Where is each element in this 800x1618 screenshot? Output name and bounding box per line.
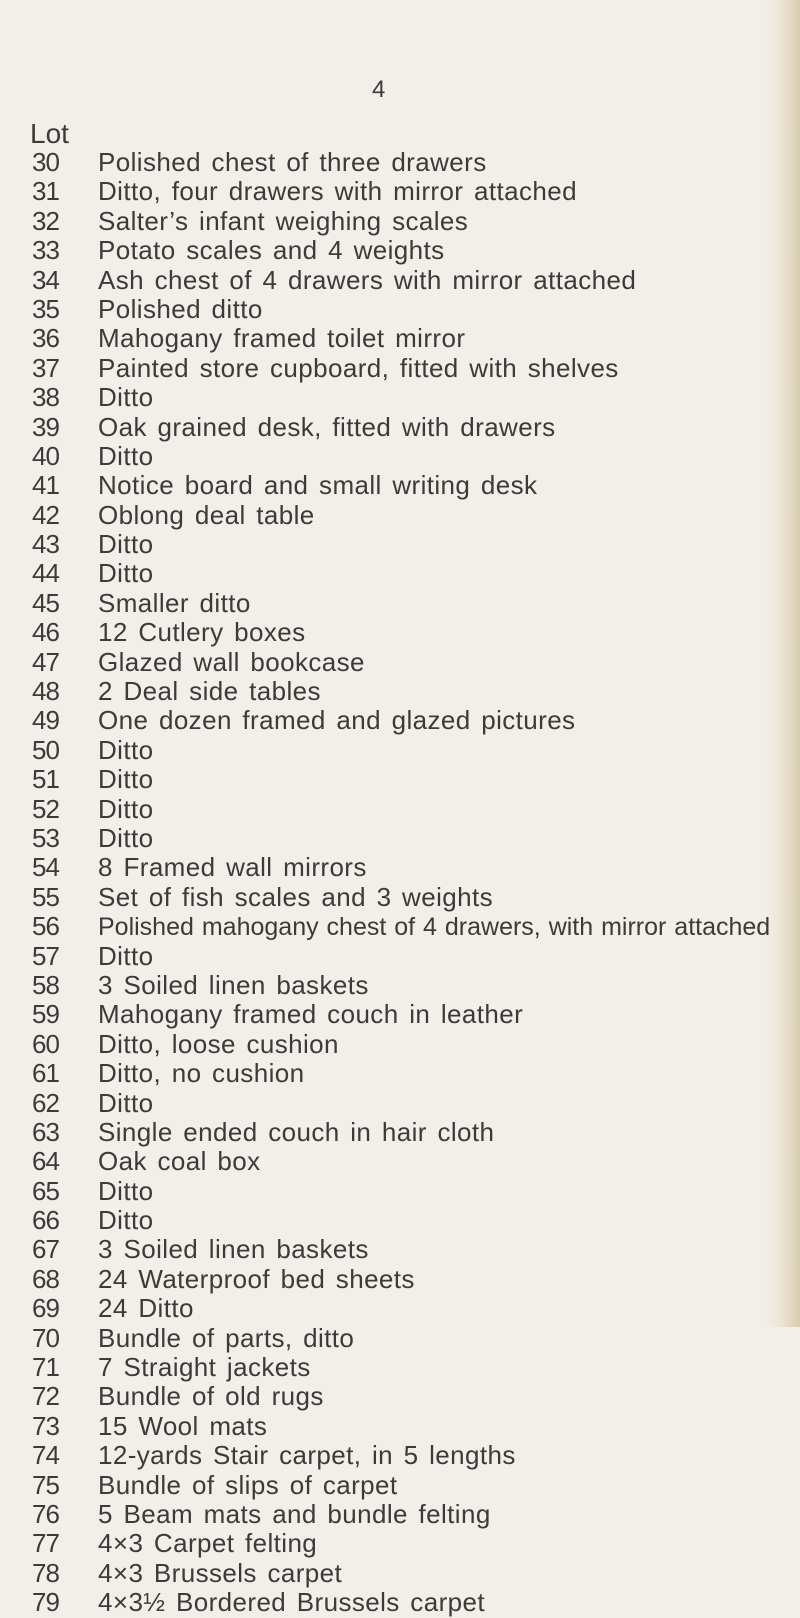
lot-description: Ditto xyxy=(98,1175,154,1206)
lot-description: Polished mahogany chest of 4 drawers, with mirror attached xyxy=(98,913,771,942)
lot-number: 45 xyxy=(32,587,59,618)
page-number: 4 xyxy=(372,76,386,103)
lot-description: Oblong deal table xyxy=(98,499,315,530)
lot-row xyxy=(30,1471,770,1500)
lot-number: 67 xyxy=(32,1234,59,1265)
lot-description: 15 Wool mats xyxy=(98,1410,268,1441)
lot-row xyxy=(30,912,770,941)
lot-row xyxy=(30,1235,770,1264)
lot-row xyxy=(30,883,770,912)
lot-number: 40 xyxy=(32,440,59,471)
lot-description: Painted store cupboard, fitted with shelves xyxy=(98,352,619,383)
lot-number: 33 xyxy=(32,235,59,266)
lot-description: Ash chest of 4 drawers with mirror attached xyxy=(98,264,637,295)
lot-description: 3 Soiled linen baskets xyxy=(98,1234,369,1265)
lot-number: 48 xyxy=(32,676,59,707)
lot-number: 42 xyxy=(32,499,59,530)
lot-number: 64 xyxy=(32,1146,59,1177)
lot-row xyxy=(30,413,770,442)
lot-number: 57 xyxy=(32,940,59,971)
lot-row xyxy=(30,706,770,735)
lot-number: 73 xyxy=(32,1410,59,1441)
lot-row xyxy=(30,1089,770,1118)
lot-description: 12-yards Stair carpet, in 5 lengths xyxy=(98,1440,516,1471)
lot-number: 49 xyxy=(32,705,59,736)
lot-row xyxy=(30,1294,770,1323)
lot-number: 79 xyxy=(32,1587,59,1618)
lot-description: Oak grained desk, fitted with drawers xyxy=(98,411,556,442)
lot-number: 31 xyxy=(32,176,59,207)
lot-number: 56 xyxy=(32,911,59,942)
lot-row xyxy=(30,824,770,853)
lot-description: Glazed wall bookcase xyxy=(98,646,365,677)
lot-number: 51 xyxy=(32,764,59,795)
lot-number: 41 xyxy=(32,470,59,501)
lot-description: 8 Framed wall mirrors xyxy=(98,852,367,883)
lot-description: Salter’s infant weighing scales xyxy=(98,205,469,236)
lot-row xyxy=(30,471,770,500)
lot-row xyxy=(30,1529,770,1558)
lot-number: 62 xyxy=(32,1087,59,1118)
lot-row xyxy=(30,1177,770,1206)
lot-row xyxy=(30,1353,770,1382)
lot-description: Bundle of parts, ditto xyxy=(98,1322,355,1353)
lot-description: Ditto xyxy=(98,529,154,560)
lot-row xyxy=(30,618,770,647)
lot-description: Ditto xyxy=(98,558,154,589)
lot-row xyxy=(30,1500,770,1529)
lot-row xyxy=(30,266,770,295)
lot-description: Polished ditto xyxy=(98,293,263,324)
lot-number: 35 xyxy=(32,293,59,324)
lot-description: Mahogany framed couch in leather xyxy=(98,999,524,1030)
lot-number: 43 xyxy=(32,529,59,560)
lot-description: 4×3 Brussels carpet xyxy=(98,1557,343,1588)
lot-number: 37 xyxy=(32,352,59,383)
lot-description: 24 Ditto xyxy=(98,1293,194,1324)
lot-row xyxy=(30,1324,770,1353)
lot-number: 52 xyxy=(32,793,59,824)
lot-row xyxy=(30,559,770,588)
lot-description: Ditto xyxy=(98,440,154,471)
lot-number: 32 xyxy=(32,205,59,236)
lot-number: 58 xyxy=(32,969,59,1000)
lot-description: Ditto xyxy=(98,382,154,413)
lot-number: 69 xyxy=(32,1293,59,1324)
lot-number: 60 xyxy=(32,1028,59,1059)
lot-description: Ditto, loose cushion xyxy=(98,1028,339,1059)
lot-description: 2 Deal side tables xyxy=(98,676,321,707)
lot-number: 54 xyxy=(32,852,59,883)
lot-row xyxy=(30,648,770,677)
lot-row xyxy=(30,1559,770,1588)
lot-row xyxy=(30,207,770,236)
lot-row xyxy=(30,677,770,706)
lot-description: 4×3 Carpet felting xyxy=(98,1528,318,1559)
lot-number: 74 xyxy=(32,1440,59,1471)
lot-number: 66 xyxy=(32,1205,59,1236)
lot-description: Single ended couch in hair cloth xyxy=(98,1116,495,1147)
lot-row xyxy=(30,383,770,412)
lot-description: 3 Soiled linen baskets xyxy=(98,969,369,1000)
lot-row xyxy=(30,1265,770,1294)
lot-description: Ditto, four drawers with mirror attached xyxy=(98,176,577,207)
lot-number: 44 xyxy=(32,558,59,589)
lot-description: Smaller ditto xyxy=(98,587,251,618)
lot-row xyxy=(30,1147,770,1176)
lot-description: 24 Waterproof bed sheets xyxy=(98,1263,415,1294)
lot-number: 75 xyxy=(32,1469,59,1500)
lot-row xyxy=(30,1030,770,1059)
lot-row xyxy=(30,148,770,177)
lot-number: 77 xyxy=(32,1528,59,1559)
lot-row xyxy=(30,324,770,353)
lot-row xyxy=(30,1206,770,1235)
lot-description: Bundle of old rugs xyxy=(98,1381,324,1412)
lot-description: Oak coal box xyxy=(98,1146,261,1177)
lot-row xyxy=(30,853,770,882)
lot-number: 71 xyxy=(32,1352,59,1383)
lot-description: 7 Straight jackets xyxy=(98,1352,311,1383)
lot-number: 34 xyxy=(32,264,59,295)
lot-row xyxy=(30,354,770,383)
lot-description: Ditto xyxy=(98,734,154,765)
lot-row xyxy=(30,236,770,265)
lot-row xyxy=(30,942,770,971)
lot-number: 39 xyxy=(32,411,59,442)
lot-row xyxy=(30,501,770,530)
lot-number: 76 xyxy=(32,1498,59,1529)
lot-number: 36 xyxy=(32,323,59,354)
lot-description: Ditto xyxy=(98,764,154,795)
lot-number: 68 xyxy=(32,1263,59,1294)
lot-description: Polished chest of three drawers xyxy=(98,147,487,177)
lot-row xyxy=(30,1412,770,1441)
lot-number: 65 xyxy=(32,1175,59,1206)
lot-row xyxy=(30,1118,770,1147)
lot-row xyxy=(30,589,770,618)
lot-row xyxy=(30,1382,770,1411)
lot-number: 70 xyxy=(32,1322,59,1353)
lot-number: 38 xyxy=(32,382,59,413)
lot-number: 61 xyxy=(32,1058,59,1089)
lot-description: Bundle of slips of carpet xyxy=(98,1469,398,1500)
page-edge-shadow xyxy=(766,0,800,1327)
lot-number: 46 xyxy=(32,617,59,648)
lot-number: 53 xyxy=(32,822,59,853)
lot-row xyxy=(30,971,770,1000)
lot-description: 4×3½ Bordered Brussels carpet xyxy=(98,1587,485,1618)
auction-lot-list xyxy=(30,148,770,1618)
lot-description: Ditto xyxy=(98,1205,154,1236)
lot-number: 30 xyxy=(32,147,59,177)
lot-number: 63 xyxy=(32,1116,59,1147)
lot-description: Ditto xyxy=(98,1087,154,1118)
lot-row xyxy=(30,442,770,471)
lot-row xyxy=(30,1588,770,1617)
lot-number: 78 xyxy=(32,1557,59,1588)
lot-description: Ditto xyxy=(98,793,154,824)
lot-row xyxy=(30,765,770,794)
lot-description: Ditto xyxy=(98,822,154,853)
lot-number: 72 xyxy=(32,1381,59,1412)
lot-row xyxy=(30,1441,770,1470)
lot-number: 55 xyxy=(32,881,59,912)
lot-column-heading: Lot xyxy=(30,118,69,149)
lot-row xyxy=(30,736,770,765)
lot-row xyxy=(30,177,770,206)
lot-description: Ditto, no cushion xyxy=(98,1058,305,1089)
lot-description: Potato scales and 4 weights xyxy=(98,235,445,266)
lot-description: One dozen framed and glazed pictures xyxy=(98,705,576,736)
lot-row xyxy=(30,530,770,559)
lot-description: Mahogany framed toilet mirror xyxy=(98,323,466,354)
lot-row xyxy=(30,1059,770,1088)
lot-number: 50 xyxy=(32,734,59,765)
lot-description: 5 Beam mats and bundle felting xyxy=(98,1498,491,1529)
lot-description: 12 Cutlery boxes xyxy=(98,617,306,648)
lot-number: 59 xyxy=(32,999,59,1030)
lot-number: 47 xyxy=(32,646,59,677)
lot-row xyxy=(30,1000,770,1029)
lot-description: Notice board and small writing desk xyxy=(98,470,538,501)
lot-row xyxy=(30,295,770,324)
lot-description: Set of fish scales and 3 weights xyxy=(98,881,494,912)
lot-description: Ditto xyxy=(98,940,154,971)
lot-row xyxy=(30,795,770,824)
